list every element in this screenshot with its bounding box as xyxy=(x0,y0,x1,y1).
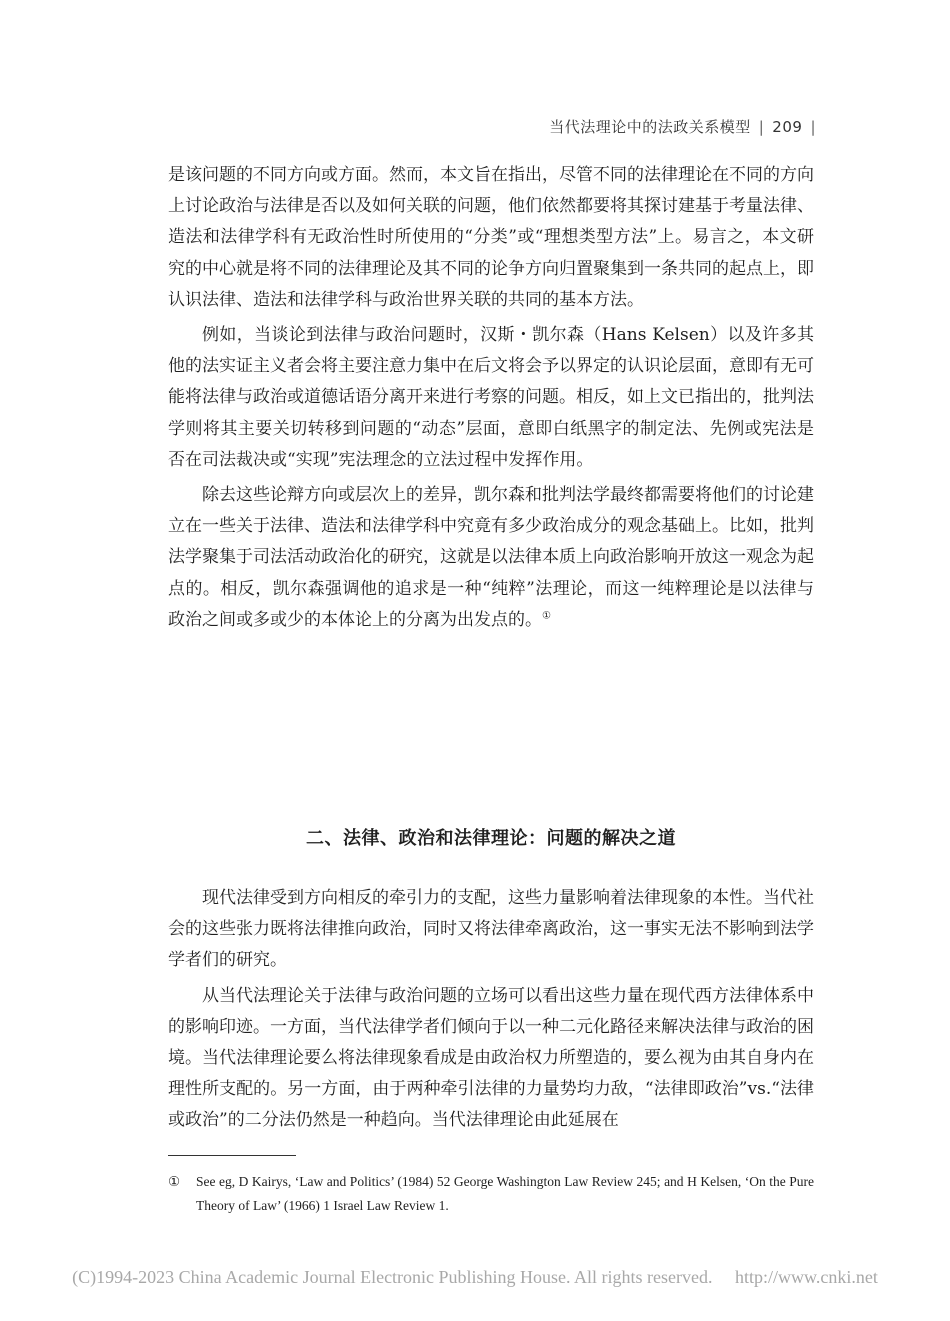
running-header xyxy=(549,116,816,137)
body-text-top xyxy=(168,160,814,636)
watermark-copyright: (C)1994-2023 China Academic Journal Electronic Publishing House. All rights reserved. xyxy=(72,1267,713,1287)
footnote xyxy=(168,1170,814,1218)
page-number: 209 xyxy=(772,117,803,136)
running-title: 当代法理论中的法政关系模型 xyxy=(549,118,751,136)
footnote-reference[interactable]: ① xyxy=(542,610,551,622)
paragraph-text: 除去这些论辩方向或层次上的差异，凯尔森和批判法学最终都需要将他们的讨论建立在一些关于法律、造法和法律学科中究竟有多少政治成分的观念基础上。比如，批判法学聚集于司法活动政治化的研究，这就是以法律本质上向政治影响开放这一观念为起点的。相反，凯尔森强调他的追求是一种“纯粹”法理论，而这一纯粹理论是以法律与政治之间或多或少的本体论上的分离为出发点的。 xyxy=(168,485,814,630)
paragraph xyxy=(168,480,814,636)
watermark-url: http://www.cnki.net xyxy=(735,1267,878,1287)
body-text-bottom xyxy=(168,883,814,1137)
section-heading: 二、法律、政治和法律理论：问题的解决之道 xyxy=(306,828,676,849)
header-divider: | xyxy=(810,117,816,136)
header-divider: | xyxy=(758,117,765,136)
watermark xyxy=(0,1267,950,1288)
footnote-text: See eg, D Kairys, ‘Law and Politics’ (1984) 52 George Washington Law Review 245; and H Kelsen, ‘On the Pure Theory of Law’ (1966) 1 Israel Law Review 1. xyxy=(196,1174,814,1213)
paragraph: 例如，当谈论到法律与政治问题时，汉斯・凯尔森（Hans Kelsen）以及许多其他的法实证主义者会将主要注意力集中在后文将会予以界定的认识论层面，意即有无可能将法律与政治或道德话语分离开来进行考察的问题。相反，如上文已指出的，批判法学则将其主要关切转移到问题的“动态”层面，意即白纸黑字的制定法、先例或宪法是否在司法裁决或“实现”宪法理念的立法过程中发挥作用。 xyxy=(168,325,814,470)
footnote-mark: ① xyxy=(168,1174,181,1189)
footnote-divider xyxy=(168,1155,296,1156)
paragraph: 现代法律受到方向相反的牵引力的支配，这些力量影响着法律现象的本性。当代社会的这些张力既将法律推向政治，同时又将法律牵离政治，这一事实无法不影响到法学学者们的研究。 xyxy=(168,888,814,971)
paragraph: 是该问题的不同方向或方面。然而，本文旨在指出，尽管不同的法律理论在不同的方向上讨论政治与法律是否以及如何关联的问题，他们依然都要将其探讨建基于考量法律、造法和法律学科有无政治性时所使用的“分类”或“理想类型方法”上。易言之，本文研究的中心就是将不同的法律理论及其不同的论争方向归置聚集到一条共同的起点上，即认识法律、造法和法律学科与政治世界关联的共同的基本方法。 xyxy=(168,165,814,310)
paragraph: 从当代法理论关于法律与政治问题的立场可以看出这些力量在现代西方法律体系中的影响印迹。一方面，当代法律学者们倾向于以一种二元化路径来解决法律与政治的困境。当代法律理论要么将法律现象看成是由政治权力所塑造的，要么视为由其自身内在理性所支配的。另一方面，由于两种牵引法律的力量势均力敌，“法律即政治”vs.“法律或政治”的二分法仍然是一种趋向。当代法律理论由此延展在 xyxy=(168,985,814,1131)
